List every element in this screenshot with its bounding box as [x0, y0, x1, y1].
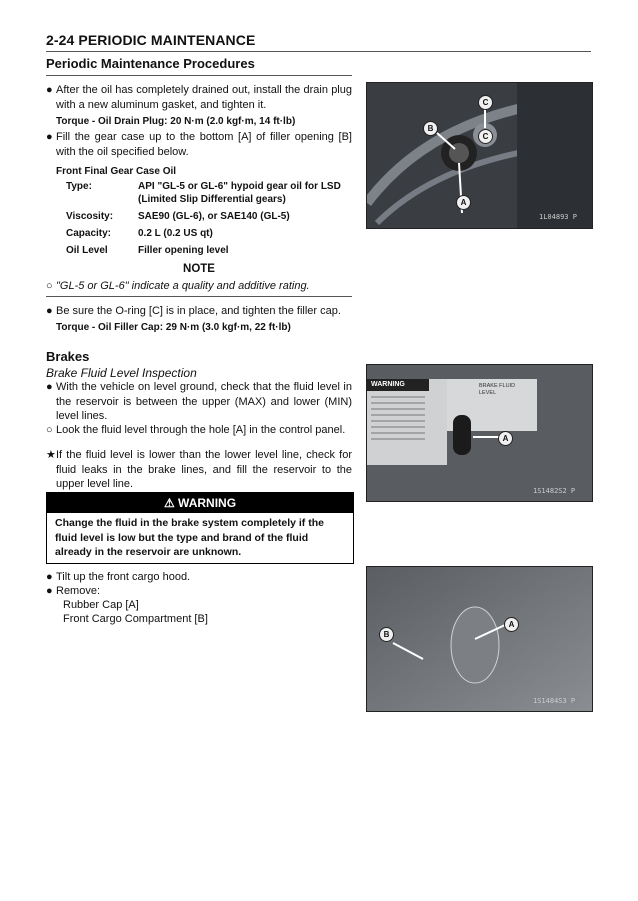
header-rule	[46, 51, 591, 52]
callout-a: A	[504, 617, 519, 632]
brakes-step-5: ● Remove:	[46, 585, 101, 597]
figure-cargo-compartment	[366, 566, 593, 712]
figure-code: 1S1484S3 P	[533, 697, 576, 705]
brakes-step-4: ● Tilt up the front cargo hood.	[46, 571, 191, 583]
spec-row-capacity: Capacity: 0.2 L (0.2 US qt)	[66, 228, 213, 239]
remove-item-rubber-cap: Rubber Cap [A]	[63, 599, 139, 611]
callout-b: B	[379, 627, 394, 642]
page-header-title: 2-24 PERIODIC MAINTENANCE	[46, 32, 256, 48]
torque-drain-plug: Torque - Oil Drain Plug: 20 N·m (2.0 kgf·m, 14 ft·lb)	[56, 116, 296, 127]
spec-row-viscosity: Viscosity: SAE90 (GL-6), or SAE140 (GL-5)	[66, 211, 290, 222]
brakes-subheading: Brake Fluid Level Inspection	[46, 366, 197, 380]
brakes-step-1: ● With the vehicle on level ground, check that the fluid level in the reservoir is between the upper (MAX) and lower (MIN) level lines.	[46, 381, 352, 422]
remove-item-cargo-compartment: Front Cargo Compartment [B]	[63, 613, 208, 625]
bullet-icon: ●	[46, 305, 53, 317]
circle-icon: ○	[46, 280, 53, 292]
oil-step-2: ● Fill the gear case up to the bottom [A] of filler opening [B] with the oil specified below.	[46, 131, 352, 158]
brakes-heading: Brakes	[46, 349, 90, 364]
bullet-icon: ●	[46, 381, 53, 393]
warning-header: ⚠ WARNING	[47, 493, 353, 513]
spec-row-oil-level: Oil Level Filler opening level	[66, 245, 229, 256]
note-heading: NOTE	[183, 263, 215, 275]
panel-warning-label: WARNING	[371, 381, 405, 388]
bullet-icon: ●	[46, 84, 53, 96]
subtitle-rule	[46, 75, 352, 76]
warning-text: Change the fluid in the brake system completely if the fluid level is low but the type and brand of the fluid already in the reservoir are unknown.	[55, 517, 324, 558]
brakes-step-2: ○ Look the fluid level through the hole [A] in the control panel.	[46, 424, 346, 436]
warning-triangle-icon: ⚠	[163, 496, 175, 510]
callout-a: A	[498, 431, 513, 446]
panel-brake-fluid-label: BRAKE FLUID LEVEL	[479, 383, 516, 396]
cargo-photo	[367, 567, 592, 711]
warning-box	[46, 492, 354, 564]
callout-c: C	[478, 95, 493, 110]
figure-code: 1L04893 P	[539, 213, 577, 221]
bullet-icon: ●	[46, 131, 53, 143]
spec-title: Front Final Gear Case Oil	[56, 166, 177, 177]
spec-table	[66, 180, 352, 261]
callout-a: A	[456, 195, 471, 210]
figure-code: 1S1482S2 P	[533, 487, 576, 495]
figure-gear-case	[366, 82, 593, 229]
circle-icon: ○	[46, 424, 53, 436]
bullet-icon: ●	[46, 585, 53, 597]
oil-step-3: ● Be sure the O-ring [C] is in place, and tighten the filler cap.	[46, 305, 341, 317]
torque-filler-cap: Torque - Oil Filler Cap: 29 N·m (3.0 kgf·m, 22 ft·lb)	[56, 322, 291, 333]
callout-b: B	[423, 121, 438, 136]
callout-c-2: C	[478, 129, 493, 144]
page-subtitle: Periodic Maintenance Procedures	[46, 56, 255, 71]
figure-brake-fluid	[366, 364, 593, 502]
spec-row-type: Type: API "GL-5 or GL-6" hypoid gear oil for LSD (Limited Slip Differential gears)	[66, 181, 341, 205]
note-text: ○ "GL-5 or GL-6" indicate a quality and additive rating.	[46, 280, 310, 292]
oil-step-1: ● After the oil has completely drained out, install the drain plug with a new aluminum gasket, and tighten it.	[46, 84, 352, 111]
brakes-step-3: ★ If the fluid level is lower than the lower level line, check for fluid leaks in the brake lines, and fill the reservoir to the upper level line.	[46, 449, 352, 490]
note-rule	[46, 296, 352, 297]
star-icon: ★	[46, 449, 56, 461]
bullet-icon: ●	[46, 571, 53, 583]
